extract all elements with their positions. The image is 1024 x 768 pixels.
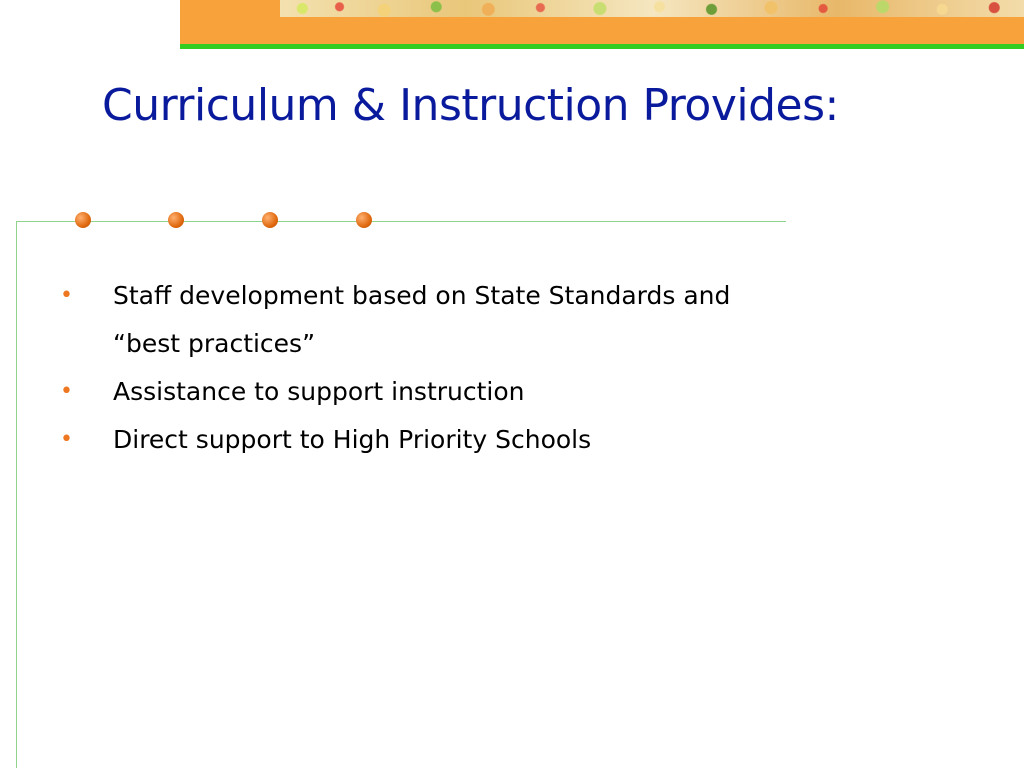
- frame-vertical-line: [16, 221, 17, 768]
- bullet-item: [60, 272, 960, 368]
- orange-dot-decoration: [356, 212, 372, 228]
- slide-title: Curriculum & Instruction Provides:: [102, 80, 839, 131]
- bullet-text-continuation: “best practices”: [113, 329, 316, 358]
- banner-green-stripe: [180, 44, 1024, 49]
- orange-dot-decoration: [262, 212, 278, 228]
- frame-horizontal-line: [16, 221, 786, 222]
- bullet-item: [60, 416, 960, 464]
- orange-dot-decoration: [75, 212, 91, 228]
- bullet-item: [60, 368, 960, 416]
- bullet-text: Direct support to High Priority Schools: [113, 425, 592, 454]
- floral-pattern-strip: [280, 0, 1024, 17]
- bullet-icon: •: [60, 427, 73, 452]
- bullet-text: Staff development based on State Standards and: [113, 281, 731, 310]
- bullet-text: Assistance to support instruction: [113, 377, 525, 406]
- bullet-icon: •: [60, 283, 73, 308]
- orange-dot-decoration: [168, 212, 184, 228]
- top-banner: [180, 0, 1024, 44]
- bullet-icon: •: [60, 379, 73, 404]
- bullet-list: [60, 272, 960, 464]
